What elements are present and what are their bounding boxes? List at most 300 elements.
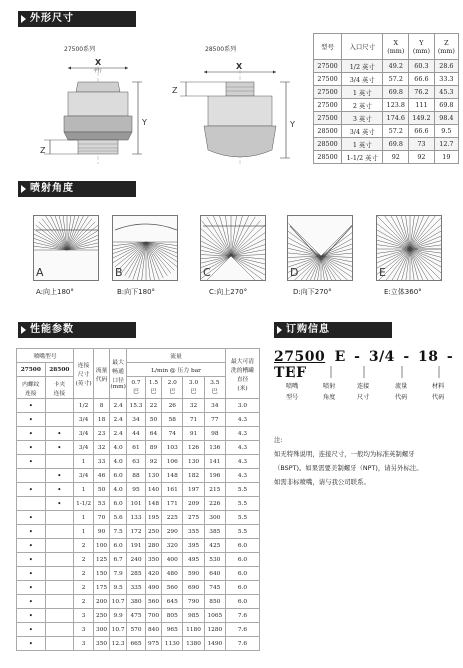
perf-header-code: 流量 代码: [94, 349, 110, 399]
perf-bullet-cell: [45, 595, 74, 609]
perf-table-cell: 15.3: [127, 399, 146, 413]
perf-table-cell: 4.3: [226, 441, 260, 455]
right-drawing-title: 28500系列: [205, 46, 237, 53]
perf-table-cell: 95: [127, 483, 146, 497]
perf-table-row: [17, 413, 260, 427]
perf-table-cell: 1280: [204, 623, 225, 637]
dim-table-row: [314, 60, 459, 73]
section-dimensions: 外形尺寸: [18, 11, 136, 27]
dim-table-row: [314, 99, 459, 112]
dim-table-cell: 111: [409, 99, 435, 112]
perf-table-row: [17, 497, 260, 511]
dim-table-cell: 28500: [314, 151, 342, 164]
dim-table-cell: 28500: [314, 125, 342, 138]
perf-header-nozzle: 喷嘴型号: [17, 349, 74, 363]
order-part-model: 27500: [274, 349, 326, 365]
perf-table-cell: 6.0: [110, 539, 127, 553]
perf-table-cell: 560: [162, 581, 183, 595]
perf-table-cell: 560: [145, 595, 161, 609]
perf-table-cell: 46: [94, 469, 110, 483]
order-part-angle: E: [334, 349, 346, 365]
perf-bullet-cell: [45, 525, 74, 539]
perf-table-row: [17, 553, 260, 567]
section-ordering: 订购信息: [274, 322, 392, 338]
perf-table-cell: 3: [74, 637, 94, 651]
dim-table-cell: 98.4: [434, 112, 458, 125]
pattern-b-letter: B: [115, 266, 123, 279]
dim-table-cell: 1 英寸: [342, 138, 383, 151]
dim-table-cell: 76.2: [409, 86, 435, 99]
perf-table-cell: 6.0: [226, 539, 260, 553]
perf-table-cell: 5.5: [226, 497, 260, 511]
perf-table-row: [17, 623, 260, 637]
perf-table-cell: 9.9: [110, 609, 127, 623]
perf-table-cell: 2: [74, 595, 94, 609]
perf-table-cell: 50: [94, 483, 110, 497]
perf-table-cell: 7.6: [226, 623, 260, 637]
dim-table-cell: 49.2: [383, 60, 409, 73]
perf-table-cell: 665: [127, 637, 146, 651]
perf-bullet-cell: •: [17, 595, 46, 609]
dim-table-cell: 27500: [314, 73, 342, 86]
pattern-c-caption: C:向上270°: [209, 288, 248, 296]
perf-bullet-cell: •: [17, 539, 46, 553]
perf-table-cell: 640: [204, 567, 225, 581]
dim-table-cell: 28.6: [434, 60, 458, 73]
order-connectors: [274, 366, 459, 380]
perf-bullet-cell: •: [45, 427, 74, 441]
perf-table-cell: 22: [145, 399, 161, 413]
perf-table-cell: 10.7: [110, 623, 127, 637]
pattern-a: [33, 215, 99, 281]
perf-table-cell: 250: [145, 525, 161, 539]
perf-table-cell: 4.3: [226, 455, 260, 469]
perf-table-cell: 355: [183, 525, 204, 539]
dim-table-cell: 73: [409, 138, 435, 151]
perf-table-cell: 44: [127, 427, 146, 441]
perf-table-cell: 34: [204, 399, 225, 413]
perf-table-cell: 226: [204, 497, 225, 511]
dim-table-cell: 57.2: [383, 125, 409, 138]
perf-table-cell: 3/4: [74, 413, 94, 427]
dim-table-row: [314, 112, 459, 125]
perf-table-cell: 5.5: [226, 483, 260, 497]
pattern-c: [200, 215, 266, 281]
dim-header-x: X (mm): [383, 34, 409, 60]
perf-table-cell: 89: [145, 441, 161, 455]
perf-table-cell: 8: [94, 399, 110, 413]
perf-table-row: [17, 539, 260, 553]
perf-table-cell: 74: [162, 427, 183, 441]
dim-table-cell: 27500: [314, 112, 342, 125]
perf-table-cell: 490: [145, 581, 161, 595]
left-drawing-title: 27500系列: [64, 46, 96, 53]
dim-table-cell: 1/2 英寸: [342, 60, 383, 73]
perf-table-cell: 200: [94, 595, 110, 609]
note-line-2: （BSPT)。如果需要美制螺牙（NPT)，请另外标注。: [274, 464, 423, 472]
perf-table-cell: 130: [183, 455, 204, 469]
perf-bullet-cell: •: [17, 623, 46, 637]
perf-table-cell: 320: [162, 539, 183, 553]
perf-bullet-cell: •: [45, 441, 74, 455]
perf-bullet-cell: •: [17, 553, 46, 567]
dim-table-cell: 27500: [314, 86, 342, 99]
perf-table-cell: 1-1/2: [74, 497, 94, 511]
perf-table-cell: 4.3: [226, 413, 260, 427]
perf-table-cell: 1180: [183, 623, 204, 637]
perf-bullet-cell: •: [45, 483, 74, 497]
pattern-b: [112, 215, 178, 281]
order-sep-1: -: [354, 349, 361, 365]
perf-table-row: [17, 581, 260, 595]
perf-table-cell: 480: [162, 567, 183, 581]
dim-table-cell: 69.8: [383, 86, 409, 99]
perf-table-cell: 3.0: [226, 399, 260, 413]
perf-table-cell: 1: [74, 483, 94, 497]
perf-table-cell: 182: [183, 469, 204, 483]
dim-table-cell: 69.8: [383, 138, 409, 151]
perf-table-row: [17, 455, 260, 469]
perf-table-cell: 2: [74, 581, 94, 595]
dim-table-row: [314, 138, 459, 151]
perf-header-p2: 1.5 巴: [145, 377, 161, 399]
perf-table-cell: 965: [162, 623, 183, 637]
pattern-e-letter: E: [379, 266, 386, 279]
note-line-3: 如需非标喷嘴，请与我公司联系。: [274, 478, 370, 486]
perf-bullet-cell: [45, 553, 74, 567]
perf-bullet-cell: [45, 637, 74, 651]
perf-table-cell: 191: [127, 539, 146, 553]
perf-table-cell: 275: [183, 511, 204, 525]
perf-table-cell: 6.0: [226, 581, 260, 595]
perf-table-cell: 4.3: [226, 427, 260, 441]
dimension-table: [313, 33, 459, 164]
dim-table-cell: 60.3: [409, 60, 435, 73]
perf-table-cell: 197: [183, 483, 204, 497]
perf-table-cell: 300: [94, 623, 110, 637]
perf-bullet-cell: [45, 623, 74, 637]
perf-bullet-cell: •: [17, 441, 46, 455]
pattern-d: [287, 215, 353, 281]
perf-table-cell: 130: [145, 469, 161, 483]
perf-bullet-cell: •: [17, 427, 46, 441]
perf-table-cell: 805: [162, 609, 183, 623]
perf-table-cell: 2: [74, 539, 94, 553]
perf-table-cell: 7.6: [226, 637, 260, 651]
perf-table-cell: 6.0: [226, 595, 260, 609]
perf-table-cell: 7.5: [110, 525, 127, 539]
pattern-b-caption: B:向下180°: [117, 288, 156, 296]
perf-table-cell: 385: [204, 525, 225, 539]
perf-table-row: [17, 637, 260, 651]
perf-table-cell: 63: [127, 455, 146, 469]
perf-table-cell: 530: [204, 553, 225, 567]
perf-table-cell: 71: [183, 413, 204, 427]
perf-table-cell: 2.4: [110, 427, 127, 441]
perf-table-cell: 125: [94, 553, 110, 567]
perf-table-cell: 140: [145, 483, 161, 497]
dim-table-cell: 3 英寸: [342, 112, 383, 125]
perf-bullet-cell: •: [17, 637, 46, 651]
perf-table-cell: 32: [183, 399, 204, 413]
perf-table-cell: 420: [145, 567, 161, 581]
dim-table-cell: 27500: [314, 60, 342, 73]
perf-bullet-cell: •: [17, 399, 46, 413]
perf-table-cell: 1: [74, 511, 94, 525]
perf-table-row: [17, 511, 260, 525]
dim-table-cell: 57.2: [383, 73, 409, 86]
perf-table-cell: 26: [162, 399, 183, 413]
perf-table-cell: 4.3: [226, 469, 260, 483]
order-part-material: TEF: [274, 365, 307, 381]
perf-table-cell: 1065: [204, 609, 225, 623]
perf-table-cell: 2: [74, 553, 94, 567]
perf-table-cell: 171: [162, 497, 183, 511]
perf-header-flow: 流量: [127, 349, 226, 363]
dim-table-row: [314, 151, 459, 164]
perf-table-cell: 495: [183, 553, 204, 567]
perf-table-row: [17, 595, 260, 609]
perf-table-row: [17, 567, 260, 581]
perf-header-p1: 0.7 巴: [127, 377, 146, 399]
perf-table-cell: 133: [127, 511, 146, 525]
perf-table-cell: 335: [127, 581, 146, 595]
perf-table-cell: 1380: [183, 637, 204, 651]
dim-table-cell: 1 英寸: [342, 86, 383, 99]
dim-header-z: Z (mm): [434, 34, 458, 60]
perf-table-cell: 70: [94, 511, 110, 525]
perf-table-cell: 64: [145, 427, 161, 441]
perf-table-cell: 141: [204, 455, 225, 469]
order-label-angle: 喷射 角度: [323, 383, 336, 401]
perf-header-max: 最大 畅通 口径 (mm): [110, 349, 127, 399]
perf-table-cell: 195: [145, 511, 161, 525]
dim-table-cell: 1-1/2 英寸: [342, 151, 383, 164]
perf-table-cell: 136: [204, 441, 225, 455]
dim-table-cell: 28500: [314, 138, 342, 151]
perf-table-cell: 5.5: [226, 511, 260, 525]
perf-table-cell: 1: [74, 455, 94, 469]
perf-bullet-cell: [45, 539, 74, 553]
dim-table-cell: 45.3: [434, 86, 458, 99]
perf-table-cell: 285: [127, 567, 146, 581]
perf-table-cell: 175: [94, 581, 110, 595]
perf-table-cell: 18: [94, 413, 110, 427]
perf-table-cell: 58: [162, 413, 183, 427]
perf-table-cell: 10.7: [110, 595, 127, 609]
dim-table-row: [314, 73, 459, 86]
perf-bullet-cell: •: [17, 413, 46, 427]
perf-bullet-cell: [45, 609, 74, 623]
perf-table-cell: 2.4: [110, 399, 127, 413]
pattern-a-caption: A:向上180°: [36, 288, 74, 296]
dim-header-y: Y (mm): [409, 34, 435, 60]
perf-table-cell: 172: [127, 525, 146, 539]
dim-header-model: 型号: [314, 34, 342, 60]
perf-table-cell: 290: [162, 525, 183, 539]
pattern-c-letter: C: [203, 266, 211, 279]
nozzle-28500-drawing: [168, 52, 298, 170]
dim-table-cell: 69.8: [434, 99, 458, 112]
dim-table-cell: 92: [383, 151, 409, 164]
perf-table-cell: 3/4: [74, 427, 94, 441]
perf-table-cell: 690: [183, 581, 204, 595]
dim-table-cell: 3/4 英寸: [342, 125, 383, 138]
perf-table-cell: 6.0: [226, 567, 260, 581]
perf-table-cell: 50: [145, 413, 161, 427]
order-label-conn: 连接 尺寸: [357, 383, 370, 401]
dim-table-cell: 19: [434, 151, 458, 164]
perf-table-cell: 148: [145, 497, 161, 511]
perf-table-row: [17, 469, 260, 483]
perf-table-cell: 34: [127, 413, 146, 427]
perf-header-p5: 3.5 巴: [204, 377, 225, 399]
order-part-conn: 3/4: [368, 349, 395, 365]
section-angle: 喷射角度: [18, 181, 136, 197]
perf-table-cell: 4.0: [110, 441, 127, 455]
perf-table-row: [17, 427, 260, 441]
perf-table-cell: 240: [127, 553, 146, 567]
perf-bullet-cell: [17, 497, 46, 511]
order-label-flow: 流量 代码: [395, 383, 408, 401]
performance-table: [16, 348, 260, 651]
perf-table-cell: 280: [145, 539, 161, 553]
perf-header-thread: 内螺纹 连接: [17, 377, 46, 399]
left-y-label: Y: [142, 118, 147, 127]
perf-table-cell: 100: [94, 539, 110, 553]
dim-table-cell: 123.8: [383, 99, 409, 112]
pattern-d-caption: D:向下270°: [293, 288, 332, 296]
perf-table-cell: 3/4: [74, 469, 94, 483]
perf-table-cell: 126: [183, 441, 204, 455]
perf-table-cell: 745: [204, 581, 225, 595]
perf-table-cell: 6.0: [110, 497, 127, 511]
perf-table-cell: 101: [127, 497, 146, 511]
perf-bullet-cell: •: [45, 469, 74, 483]
perf-table-cell: 380: [127, 595, 146, 609]
perf-table-cell: 88: [127, 469, 146, 483]
section-performance: 性能参数: [18, 322, 136, 338]
right-z-label: Z: [172, 86, 178, 95]
dim-table-cell: 2 英寸: [342, 99, 383, 112]
perf-table-cell: 1/2: [74, 399, 94, 413]
perf-table-cell: 790: [183, 595, 204, 609]
dim-header-inlet: 入口尺寸: [342, 34, 383, 60]
perf-table-row: [17, 483, 260, 497]
perf-table-cell: 975: [145, 637, 161, 651]
perf-table-cell: 2.4: [110, 413, 127, 427]
perf-table-cell: 840: [145, 623, 161, 637]
perf-bullet-cell: •: [45, 497, 74, 511]
perf-table-cell: 2: [74, 567, 94, 581]
dim-table-cell: 3/4 英寸: [342, 73, 383, 86]
perf-table-cell: 425: [204, 539, 225, 553]
perf-table-cell: 590: [183, 567, 204, 581]
perf-table-cell: 350: [94, 637, 110, 651]
perf-table-cell: 32: [94, 441, 110, 455]
perf-table-cell: 225: [162, 511, 183, 525]
perf-table-cell: 4.0: [110, 455, 127, 469]
dim-table-cell: 174.6: [383, 112, 409, 125]
perf-table-cell: 5.6: [110, 511, 127, 525]
pattern-e-caption: E:立体360°: [384, 288, 422, 296]
perf-table-cell: 985: [183, 609, 204, 623]
perf-table-cell: 161: [162, 483, 183, 497]
perf-table-cell: 106: [162, 455, 183, 469]
perf-bullet-cell: •: [17, 609, 46, 623]
perf-table-cell: 33: [94, 455, 110, 469]
perf-bullet-cell: [45, 413, 74, 427]
perf-bullet-cell: [17, 469, 46, 483]
perf-table-cell: 6.0: [110, 469, 127, 483]
perf-table-cell: 395: [183, 539, 204, 553]
order-label-material: 材料 代码: [432, 383, 445, 401]
left-x-label: X: [95, 58, 102, 67]
perf-header-p3: 2.0 巴: [162, 377, 183, 399]
perf-table-cell: 150: [94, 567, 110, 581]
perf-table-cell: 3: [74, 623, 94, 637]
perf-bullet-cell: [45, 567, 74, 581]
dim-table-cell: 149.2: [409, 112, 435, 125]
perf-table-cell: 475: [127, 609, 146, 623]
perf-bullet-cell: •: [17, 525, 46, 539]
perf-table-cell: 300: [204, 511, 225, 525]
perf-bullet-cell: •: [17, 581, 46, 595]
dim-table-cell: 66.6: [409, 73, 435, 86]
perf-bullet-cell: •: [17, 511, 46, 525]
perf-bullet-cell: [45, 581, 74, 595]
perf-table-cell: 148: [162, 469, 183, 483]
perf-table-cell: 98: [204, 427, 225, 441]
perf-table-cell: 6.0: [226, 553, 260, 567]
perf-table-cell: 250: [94, 609, 110, 623]
perf-bullet-cell: •: [17, 567, 46, 581]
perf-table-cell: 6.7: [110, 553, 127, 567]
order-sep-2: -: [403, 349, 410, 365]
perf-table-row: [17, 525, 260, 539]
perf-bullet-cell: [45, 455, 74, 469]
order-label-model: 喷嘴 型号: [286, 383, 299, 401]
perf-table-cell: 645: [162, 595, 183, 609]
dim-table-cell: 9.5: [434, 125, 458, 138]
pattern-a-letter: A: [36, 266, 44, 279]
note-line-1: 如无特殊说明，连接尺寸，一般均为标准英制螺牙: [274, 450, 415, 458]
perf-header-flow-units: L/min @ 压力 bar: [127, 363, 226, 377]
right-x-label: X: [236, 62, 243, 71]
perf-table-cell: 350: [145, 553, 161, 567]
perf-table-cell: 850: [204, 595, 225, 609]
perf-table-cell: 7.9: [110, 567, 127, 581]
perf-table-row: [17, 399, 260, 413]
perf-table-cell: 90: [94, 525, 110, 539]
perf-table-cell: 92: [145, 455, 161, 469]
pattern-d-letter: D: [290, 266, 299, 279]
perf-table-cell: 3/4: [74, 441, 94, 455]
perf-header-cover: 最大可清 洗的槽罐 直径 (米): [226, 349, 260, 399]
perf-table-cell: 23: [94, 427, 110, 441]
perf-table-cell: 4.0: [110, 483, 127, 497]
order-part-flow: 18: [418, 349, 439, 365]
perf-table-cell: 12.3: [110, 637, 127, 651]
dim-table-cell: 12.7: [434, 138, 458, 151]
perf-table-row: [17, 609, 260, 623]
perf-table-cell: 1130: [162, 637, 183, 651]
perf-header-clamp: 卡夹 连接: [45, 377, 74, 399]
dim-table-cell: 33.3: [434, 73, 458, 86]
perf-table-cell: 700: [145, 609, 161, 623]
dim-table-row: [314, 125, 459, 138]
perf-bullet-cell: •: [17, 483, 46, 497]
